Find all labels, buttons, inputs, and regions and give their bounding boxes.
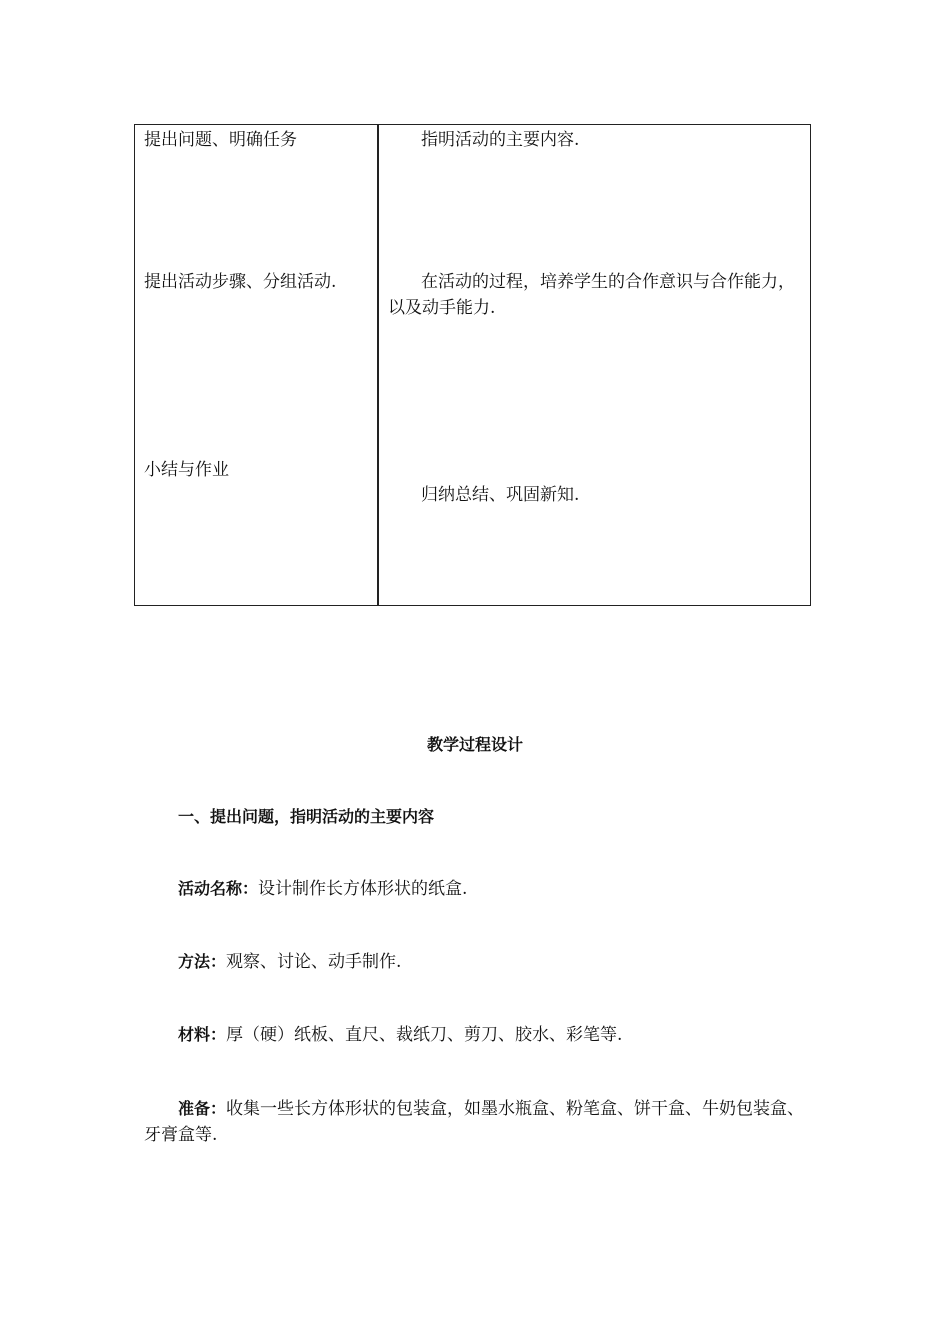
method-paragraph <box>144 949 812 975</box>
activity-name-text: 设计制作长方体形状的纸盒. <box>258 879 468 899</box>
materials-paragraph <box>144 1022 812 1048</box>
table-row-2-left: 提出活动步骤、分组活动. <box>144 272 337 292</box>
table-row-3-left: 小结与作业 <box>144 460 229 480</box>
column-divider <box>377 125 379 605</box>
activity-name-paragraph <box>144 876 812 902</box>
materials-text: 厚（硬）纸板、直尺、裁纸刀、剪刀、胶水、彩笔等. <box>226 1025 623 1045</box>
preparation-text: 收集一些长方体形状的包装盒，如墨水瓶盒、粉笔盒、饼干盒、牛奶包装盒、牙膏盒等. <box>144 1099 805 1145</box>
method-label: 方法： <box>178 952 227 971</box>
preparation-paragraph <box>144 1096 812 1148</box>
page-heading: 教学过程设计 <box>426 735 523 754</box>
lesson-steps-table <box>134 124 811 606</box>
materials-label: 材料： <box>178 1025 227 1044</box>
activity-name-label: 活动名称： <box>178 879 259 898</box>
table-row-1-right: 指明活动的主要内容. <box>421 130 580 150</box>
method-text: 观察、讨论、动手制作. <box>226 952 402 972</box>
section-title: 一、提出问题，指明活动的主要内容 <box>178 807 435 826</box>
table-row-2-right: 在活动的过程，培养学生的合作意识与合作能力，以及动手能力. <box>388 272 795 318</box>
table-row-3-right: 归纳总结、巩固新知. <box>421 485 580 505</box>
table-row-1-left: 提出问题、明确任务 <box>144 130 297 150</box>
preparation-label: 准备： <box>178 1099 227 1118</box>
